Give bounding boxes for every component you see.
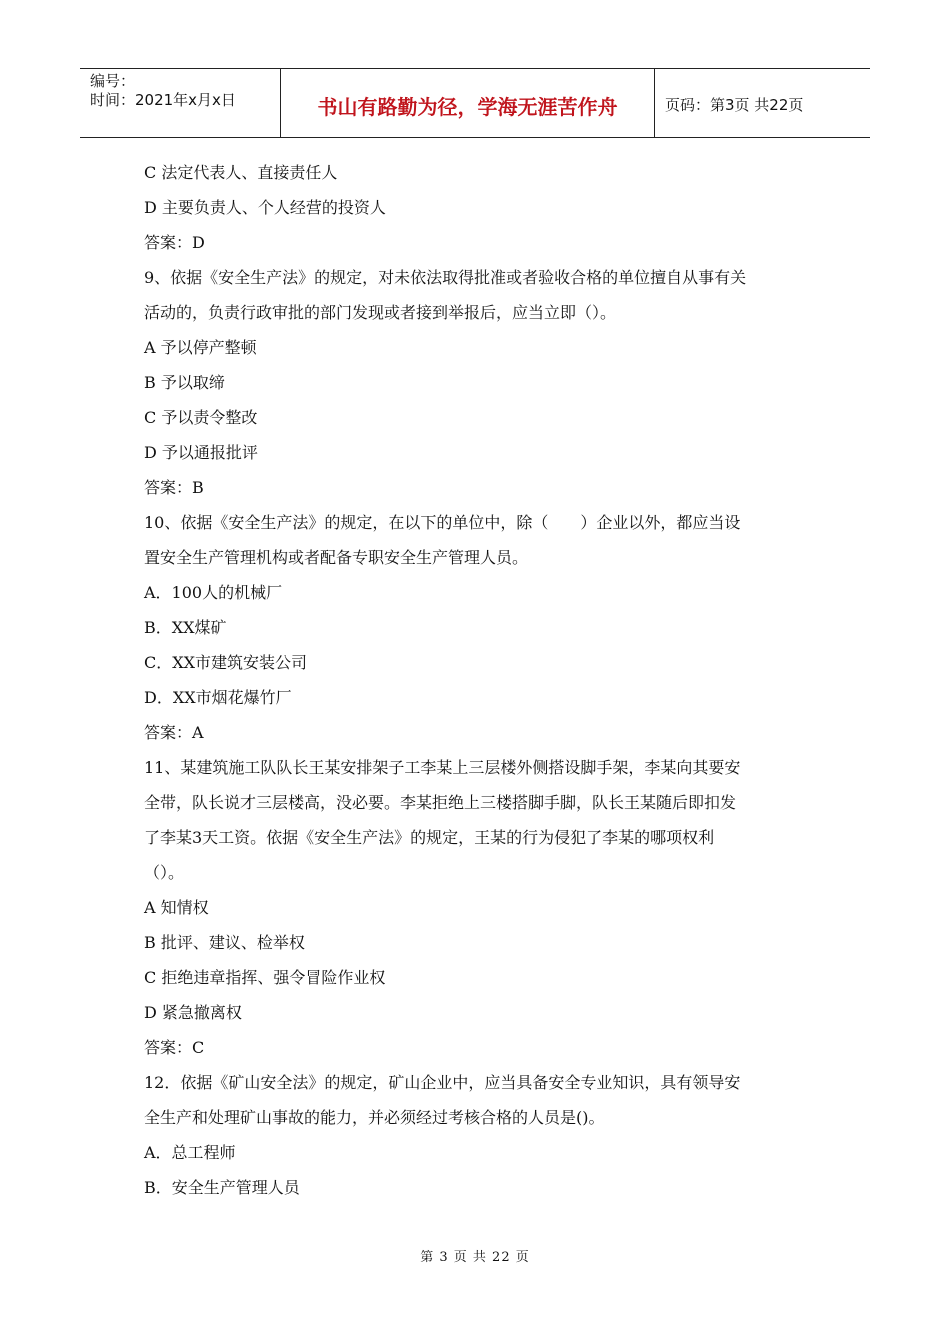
text-line: 答案：A xyxy=(144,723,204,742)
motto: 书山有路勤为径，学海无涯苦作舟 xyxy=(317,95,618,119)
text-line: 答案：B xyxy=(144,478,204,497)
page-code: 页码：第3页 共22页 xyxy=(665,96,804,114)
text-line: A 知情权 xyxy=(144,898,209,917)
time-label: 时间：2021年x月x日 xyxy=(90,91,236,109)
document-body xyxy=(144,155,814,1205)
text-line: A．100人的机械厂 xyxy=(144,583,283,602)
text-line: 10、依据《安全生产法》的规定，在以下的单位中，除（ ）企业以外，都应当设 xyxy=(144,513,741,532)
header-info-cell xyxy=(80,69,281,137)
text-line: 了李某3天工资。依据《安全生产法》的规定，王某的行为侵犯了李某的哪项权利 xyxy=(144,828,715,847)
text-line: D．XX市烟花爆竹厂 xyxy=(144,688,292,707)
text-line: 活动的，负责行政审批的部门发现或者接到举报后，应当立即（）。 xyxy=(144,303,617,322)
text-line: B．XX煤矿 xyxy=(144,618,227,637)
text-line: 11、某建筑施工队队长王某安排架子工李某上三层楼外侧搭设脚手架，李某向其要安 xyxy=(144,758,741,777)
text-line: D 主要负责人、个人经营的投资人 xyxy=(144,198,386,217)
text-line: 答案：D xyxy=(144,233,205,252)
text-line: A 予以停产整顿 xyxy=(144,338,257,357)
header-page-cell xyxy=(655,69,870,137)
page-footer: 第 3 页 共 22 页 xyxy=(420,1250,530,1265)
text-line: C 拒绝违章指挥、强令冒险作业权 xyxy=(144,968,386,987)
text-line: B 予以取缔 xyxy=(144,373,225,392)
page-header xyxy=(80,68,870,138)
text-line: 全生产和处理矿山事故的能力，并必须经过考核合格的人员是()。 xyxy=(144,1108,605,1127)
text-line: （）。 xyxy=(144,863,185,882)
text-line: A．总工程师 xyxy=(144,1143,236,1162)
text-line: 答案：C xyxy=(144,1038,205,1057)
text-line: C 予以责令整改 xyxy=(144,408,258,427)
text-line: B 批评、建议、检举权 xyxy=(144,933,305,952)
text-line: B．安全生产管理人员 xyxy=(144,1178,300,1197)
text-line: 全带，队长说才三层楼高，没必要。李某拒绝上三楼搭脚手脚，队长王某随后即扣发 xyxy=(144,793,737,812)
text-line: 置安全生产管理机构或者配备专职安全生产管理人员。 xyxy=(144,548,529,567)
text-line: D 予以通报批评 xyxy=(144,443,258,462)
text-line: D 紧急撤离权 xyxy=(144,1003,242,1022)
text-line: 12．依据《矿山安全法》的规定，矿山企业中，应当具备安全专业知识，具有领导安 xyxy=(144,1073,741,1092)
header-motto-cell xyxy=(281,69,655,137)
text-line: 9、依据《安全生产法》的规定，对未依法取得批准或者验收合格的单位擅自从事有关 xyxy=(144,268,747,287)
text-line: C．XX市建筑安装公司 xyxy=(144,653,308,672)
number-label: 编号： xyxy=(90,72,136,90)
text-line: C 法定代表人、直接责任人 xyxy=(144,163,338,182)
